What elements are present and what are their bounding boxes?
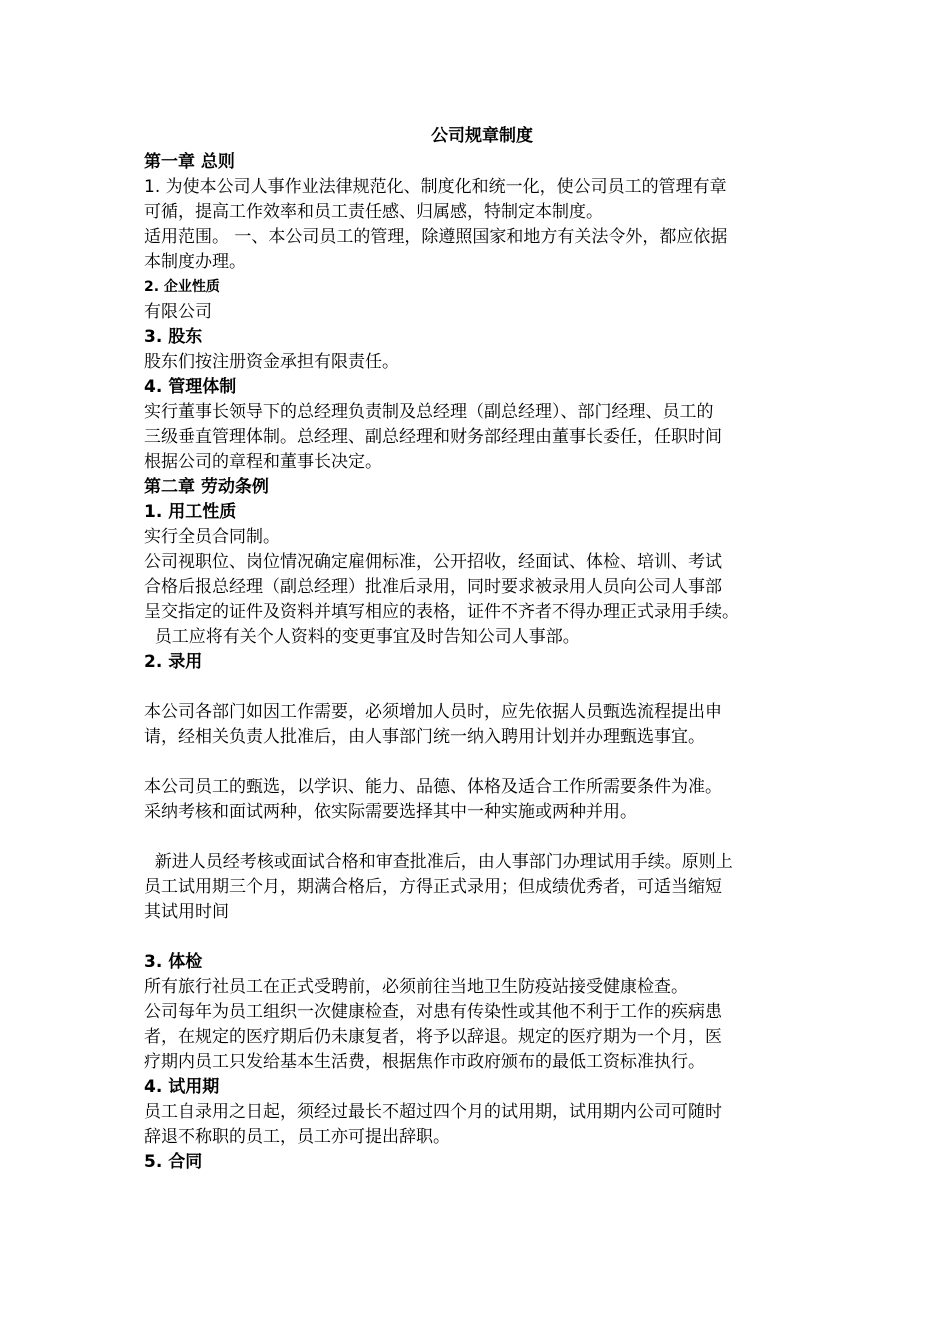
text-line: 本公司员工的甄选，以学识、能力、品德、体格及适合工作所需要条件为准。 xyxy=(144,777,722,797)
document-page xyxy=(144,122,812,1175)
text-line: 本公司各部门如因工作需要，必须增加人员时，应先依据人员甄选流程提出申 xyxy=(144,702,722,722)
blank-line xyxy=(144,750,812,775)
text-line: 公司每年为员工组织一次健康检查，对患有传染性或其他不利于工作的疾病患 xyxy=(144,1002,722,1022)
chapter-2-item-3-text xyxy=(144,975,812,1075)
document-title: 公司规章制度 xyxy=(431,126,533,146)
chapter-2-item-2-para-3 xyxy=(144,850,812,925)
chapter-1-item-3-heading: 3. 股东 xyxy=(144,327,203,347)
chapter-2-item-2-heading: 2. 录用 xyxy=(144,652,203,672)
text-line: 适用范围。 一、本公司员工的管理，除遵照国家和地方有关法令外，都应依据 xyxy=(144,227,728,247)
chapter-1-scope xyxy=(144,225,812,275)
blank-line xyxy=(144,675,812,700)
text-line: 呈交指定的证件及资料并填写相应的表格，证件不齐者不得办理正式录用手续。 xyxy=(144,602,739,622)
blank-line xyxy=(144,925,812,950)
text-line: 实行全员合同制。 xyxy=(144,527,280,547)
text-line: 可循，提高工作效率和员工责任感、归属感，特制定本制度。 xyxy=(144,202,603,222)
chapter-2-item-3-heading: 3. 体检 xyxy=(144,952,203,972)
chapter-1-item-2-heading: 2. 企业性质 xyxy=(144,279,220,295)
chapter-1-item-1 xyxy=(144,175,812,225)
chapter-2-item-2-para-1 xyxy=(144,700,812,750)
text-line: 其试用时间 xyxy=(144,902,229,922)
text-line: 实行董事长领导下的总经理负责制及总经理（副总经理）、部门经理、员工的 xyxy=(144,402,714,422)
text-line: 三级垂直管理体制。总经理、副总经理和财务部经理由董事长委任，任职时间 xyxy=(144,427,722,447)
chapter-1-item-3-text: 股东们按注册资金承担有限责任。 xyxy=(144,352,399,372)
text-line: 合格后报总经理（副总经理）批准后录用，同时要求被录用人员向公司人事部 xyxy=(144,577,722,597)
text-line: 1. 为使本公司人事作业法律规范化、制度化和统一化，使公司员工的管理有章 xyxy=(144,177,727,197)
chapter-2-item-4-heading: 4. 试用期 xyxy=(144,1077,220,1097)
text-line: 辞退不称职的员工，员工亦可提出辞职。 xyxy=(144,1127,450,1147)
chapter-2-item-5-heading: 5. 合同 xyxy=(144,1152,203,1172)
text-line: 员工试用期三个月，期满合格后，方得正式录用；但成绩优秀者，可适当缩短 xyxy=(144,877,722,897)
chapter-1-item-4-text xyxy=(144,400,812,475)
chapter-2-item-2-para-2 xyxy=(144,775,812,825)
text-line: 者，在规定的医疗期后仍未康复者，将予以辞退。规定的医疗期为一个月，医 xyxy=(144,1027,722,1047)
text-line: 本制度办理。 xyxy=(144,252,246,272)
text-line: 采纳考核和面试两种，依实际需要选择其中一种实施或两种并用。 xyxy=(144,802,637,822)
text-line: 所有旅行社员工在正式受聘前，必须前往当地卫生防疫站接受健康检查。 xyxy=(144,977,688,997)
chapter-1-item-2-text: 有限公司 xyxy=(144,302,212,322)
text-line: 员工应将有关个人资料的变更事宜及时告知公司人事部。 xyxy=(144,627,580,647)
chapter-1-item-4-heading: 4. 管理体制 xyxy=(144,377,237,397)
text-line: 员工自录用之日起，须经过最长不超过四个月的试用期，试用期内公司可随时 xyxy=(144,1102,722,1122)
chapter-2-item-1-text xyxy=(144,525,812,650)
chapter-2-item-4-text xyxy=(144,1100,812,1150)
text-line: 疗期内员工只发给基本生活费，根据焦作市政府颁布的最低工资标准执行。 xyxy=(144,1052,705,1072)
chapter-2-heading: 第二章 劳动条例 xyxy=(144,477,269,497)
chapter-1-heading: 第一章 总则 xyxy=(144,152,235,172)
text-line: 新进人员经考核或面试合格和审查批准后，由人事部门办理试用手续。原则上 xyxy=(144,852,733,872)
text-line: 根据公司的章程和董事长决定。 xyxy=(144,452,382,472)
text-line: 公司视职位、岗位情况确定雇佣标准，公开招收，经面试、体检、培训、考试 xyxy=(144,552,722,572)
blank-line xyxy=(144,825,812,850)
text-line: 请，经相关负责人批准后，由人事部门统一纳入聘用计划并办理甄选事宜。 xyxy=(144,727,705,747)
chapter-2-item-1-heading: 1. 用工性质 xyxy=(144,502,237,522)
